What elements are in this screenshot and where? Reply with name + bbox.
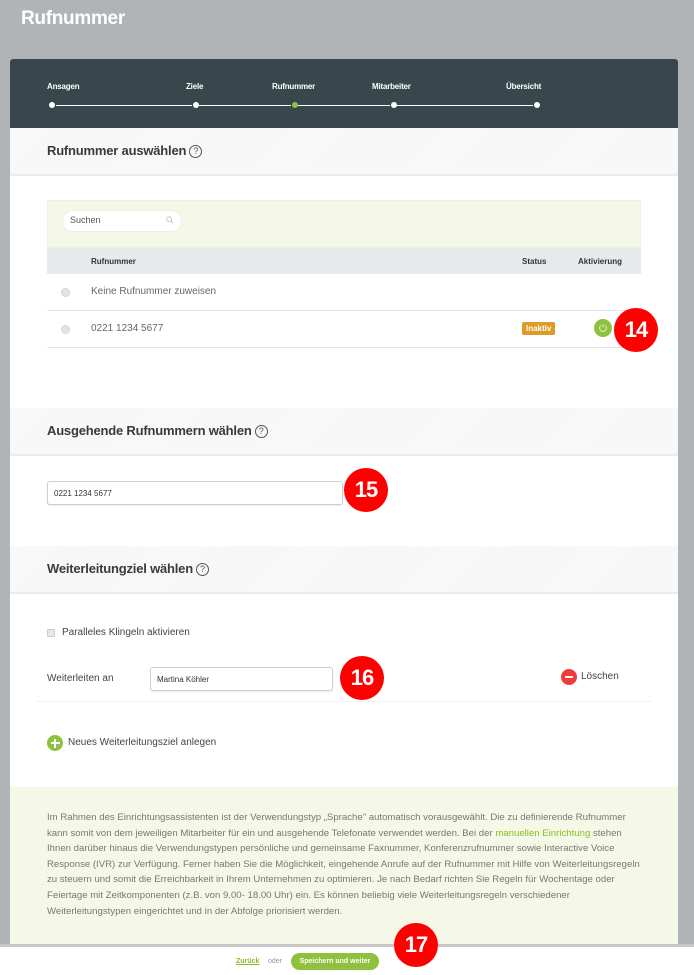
section-header-forward <box>10 546 678 594</box>
add-forward-target-link[interactable]: Neues Weiterleitungsziel anlegen <box>68 737 217 748</box>
outgoing-number-field[interactable] <box>47 481 343 505</box>
step-dot-rufnummer-active <box>292 102 298 108</box>
search-panel <box>47 200 641 248</box>
step-connector <box>56 105 192 106</box>
step-connector <box>298 105 390 106</box>
step-mitarbeiter[interactable]: Mitarbeiter <box>372 82 411 91</box>
status-badge: Inaktiv <box>522 322 555 335</box>
add-icon[interactable] <box>47 735 63 751</box>
search-icon[interactable] <box>166 216 174 224</box>
step-connector <box>199 105 291 106</box>
step-connector <box>397 105 533 106</box>
row-number: Keine Rufnummer zuweisen <box>91 286 217 297</box>
power-icon <box>594 319 612 337</box>
annotation-marker-16: 16 <box>340 656 384 700</box>
column-header-activation: Aktivierung <box>578 257 623 266</box>
search-input[interactable] <box>70 215 160 225</box>
search-box <box>62 210 182 232</box>
annotation-marker-15: 15 <box>344 468 388 512</box>
page-title: Rufnummer <box>21 8 125 29</box>
table-header <box>47 248 641 274</box>
row-radio[interactable] <box>61 325 70 334</box>
parallel-ringing-label[interactable]: Paralleles Klingeln aktivieren <box>62 627 190 638</box>
row-radio[interactable] <box>61 288 70 297</box>
manual-setup-link[interactable]: manuellen Einrichtung <box>495 827 591 839</box>
or-label: oder <box>268 958 283 965</box>
back-link[interactable]: Zurück <box>236 958 260 965</box>
step-ziele[interactable]: Ziele <box>186 82 204 91</box>
divider <box>36 701 652 702</box>
step-rufnummer[interactable]: Rufnummer <box>272 82 316 91</box>
section-title: Ausgehende Rufnummern wählen ? <box>47 423 268 438</box>
section-title: Rufnummer auswählen ? <box>47 143 202 158</box>
column-header-number: Rufnummer <box>91 257 136 266</box>
wizard-stepper <box>10 59 678 128</box>
help-icon[interactable]: ? <box>196 563 209 576</box>
column-header-status: Status <box>522 257 547 266</box>
annotation-marker-14: 14 <box>614 308 658 352</box>
row-number: 0221 1234 5677 <box>91 323 164 334</box>
delete-icon[interactable] <box>561 669 577 685</box>
table-row[interactable] <box>47 311 641 348</box>
section-header-outgoing <box>10 408 678 456</box>
step-dot-ansagen <box>49 102 55 108</box>
table-row[interactable] <box>47 274 641 311</box>
save-and-continue-button[interactable]: Speichern und weiter <box>291 953 379 970</box>
footer-bar <box>0 944 694 975</box>
section-title: Weiterleitungziel wählen ? <box>47 561 209 576</box>
forward-target-field[interactable] <box>150 667 333 691</box>
wizard-card <box>10 59 678 944</box>
step-dot-ziele <box>193 102 199 108</box>
section-header-number <box>10 128 678 176</box>
step-dot-mitarbeiter <box>391 102 397 108</box>
delete-button[interactable]: Löschen <box>581 671 619 682</box>
step-ansagen[interactable]: Ansagen <box>47 82 80 91</box>
help-icon[interactable]: ? <box>189 145 202 158</box>
help-icon[interactable]: ? <box>255 425 268 438</box>
forward-to-label: Weiterleiten an <box>47 673 114 684</box>
activate-button[interactable] <box>594 319 612 337</box>
info-panel <box>10 787 678 944</box>
info-text: Im Rahmen des Einrichtungsassistenten ist der Verwendungstyp „Sprache" automatisch vorausgewählt. Die zu definierende Rufnummer kann somit von dem jeweiligen Mitarbeiter für ein und ausgehende Telefonate verwendet werden. Bei der manuellen Einrichtung stehen Ihnen darüber hinaus die Verwendungstypen persönliche und gemeinsame Faxnummer, Konferenzrufnummer sowie Interactive Voice Response (IVR) zur Verfügung. Ferner haben Sie die Möglichkeit, eingehende Anrufe auf der Rufnummer mit Hilfe von Weiterleitungsregeln zu steuern und somit die Erreichbarkeit in Ihrem Unternehmen zu optimieren. Je nach Bedarf richten Sie Regeln für Wochentage oder Feiertage mit Zeitkomponenten (z.B. von 9.00- 18.00 Uhr) ein. Es können beliebig viele Weiterleitungsregeln verschiedener Weiterleitungstypen eingerichtet und in der Abfolge priorisiert werden. <box>47 812 640 917</box>
step-uebersicht[interactable]: Übersicht <box>506 82 542 91</box>
annotation-marker-17: 17 <box>394 923 438 967</box>
step-dot-uebersicht <box>534 102 540 108</box>
parallel-ringing-checkbox[interactable] <box>47 629 55 637</box>
